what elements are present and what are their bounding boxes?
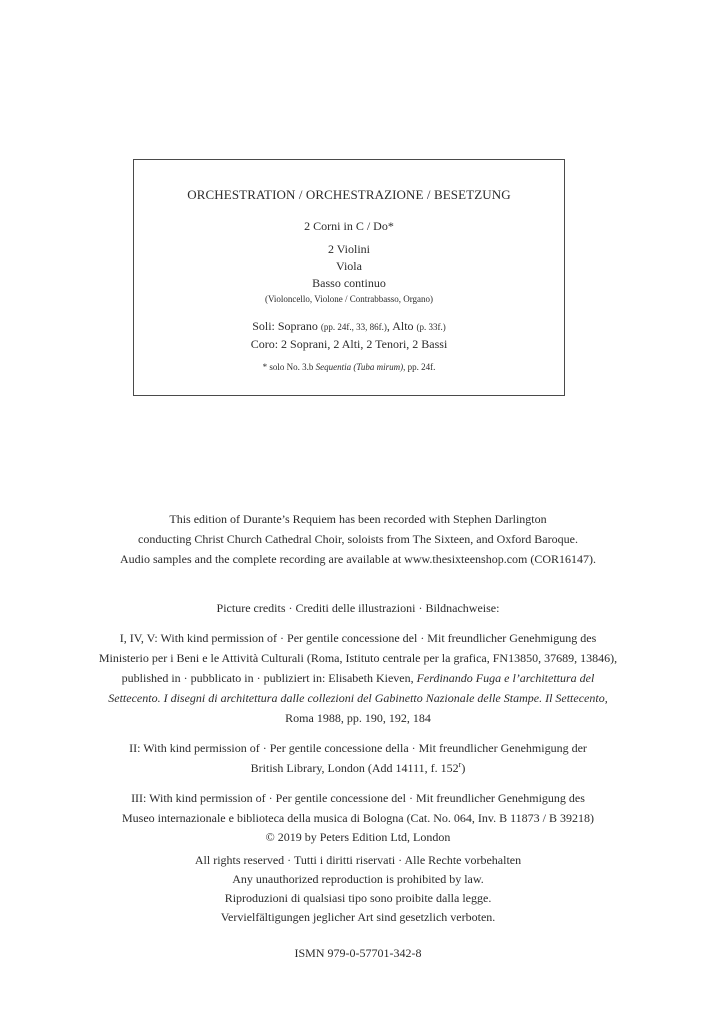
credit-1-line-1: I, IV, V: With kind permission of · Per gentile concessione del · Mit freundlicher Genehmigung des (119, 631, 597, 645)
credit-1-line-3-text: published in · pubblicato in · publiziert in: Elisabeth Kieven, (121, 671, 414, 685)
basso-detail: (Violoncello, Violone / Contrabbasso, Organo) (264, 294, 434, 304)
reproduction-de: Vervielfältigungen jeglicher Art sind gesetzlich verboten. (220, 910, 496, 924)
credit-3-line-1: III: With kind permission of · Per gentile concessione del · Mit freundlicher Genehmigung des (131, 791, 585, 805)
credit-2-line-2-end: ) (461, 761, 466, 775)
instrument-violini: 2 Violini (327, 242, 371, 256)
credit-2-line-2-text: British Library, London (Add 14111, f. 152 (250, 761, 459, 775)
recording-line-2: conducting Christ Church Cathedral Choir, soloists from The Sixteen, and Oxford Baroque. (138, 532, 578, 546)
soli-alto-label: , Alto (386, 319, 414, 333)
soli-soprano-pages: (pp. 24f., 33, 86f.) (320, 322, 387, 332)
rights-reserved: All rights reserved · Tutti i diritti riservati · Alle Rechte vorbehalten (194, 853, 522, 867)
orchestration-footnote (134, 360, 564, 374)
footnote-prefix: * solo No. 3.b (262, 362, 314, 372)
reproduction-it: Riproduzioni di qualsiasi tipo sono proibite dalla legge. (224, 891, 492, 905)
credits-title: Picture credits · Crediti delle illustrazioni · Bildnachweise: (216, 601, 500, 615)
copyright: © 2019 by Peters Edition Ltd, London (265, 830, 451, 844)
recording-note (0, 509, 716, 569)
credit-block-3 (60, 788, 656, 828)
soli-alto-pages: (p. 33f.) (416, 322, 446, 332)
credit-2-line-2 (60, 758, 656, 778)
credit-block-2 (60, 738, 656, 778)
credit-3-line-2: Museo internazionale e biblioteca della musica di Bologna (Cat. No. 064, Inv. B 11873 / B 39218) (121, 811, 594, 825)
ismn: ISMN 979-0-57701-342-8 (294, 946, 422, 960)
credit-2-sup: r (458, 760, 462, 769)
legal-notice (0, 828, 716, 963)
footnote-title: Sequentia (Tuba mirum) (315, 362, 404, 372)
coro-line: Coro: 2 Soprani, 2 Alti, 2 Tenori, 2 Bassi (250, 337, 448, 351)
instrument-basso: Basso continuo (312, 276, 386, 290)
recording-line-1: This edition of Durante’s Requiem has been recorded with Stephen Darlington (169, 512, 547, 526)
reproduction-en: Any unauthorized reproduction is prohibited by law. (232, 872, 484, 886)
footnote-suffix: , pp. 24f. (403, 362, 436, 372)
credit-1-line-3 (60, 668, 656, 688)
credit-1-line-4: Settecento. I disegni di architettura dalle collezioni del Gabinetto Nazionale delle Stampe. Il Settecento, (108, 691, 608, 705)
credit-1-line-5: Roma 1988, pp. 190, 192, 184 (285, 711, 431, 725)
picture-credits (60, 598, 656, 838)
soli-label: Soli: Soprano (252, 319, 318, 333)
orchestration-box (133, 159, 565, 396)
credit-1-line-2: Ministerio per i Beni e le Attività Culturali (Roma, Istituto centrale per la grafica, FN13850, 37689, 13846), (98, 651, 618, 665)
soli-line (134, 318, 564, 336)
credit-2-line-1: II: With kind permission of · Per gentile concessione della · Mit freundlicher Genehmigung der (129, 741, 587, 755)
credit-1-line-3-title: Ferdinando Fuga e l’architettura del (416, 671, 595, 685)
orchestration-heading: ORCHESTRATION / ORCHESTRAZIONE / BESETZUNG (187, 187, 511, 202)
instrument-corni: 2 Corni in C / Do* (304, 219, 394, 233)
recording-line-3: Audio samples and the complete recording are available at www.thesixteenshop.com (COR16147). (119, 552, 597, 566)
instrument-viola: Viola (336, 259, 362, 273)
credit-block-1 (60, 628, 656, 728)
